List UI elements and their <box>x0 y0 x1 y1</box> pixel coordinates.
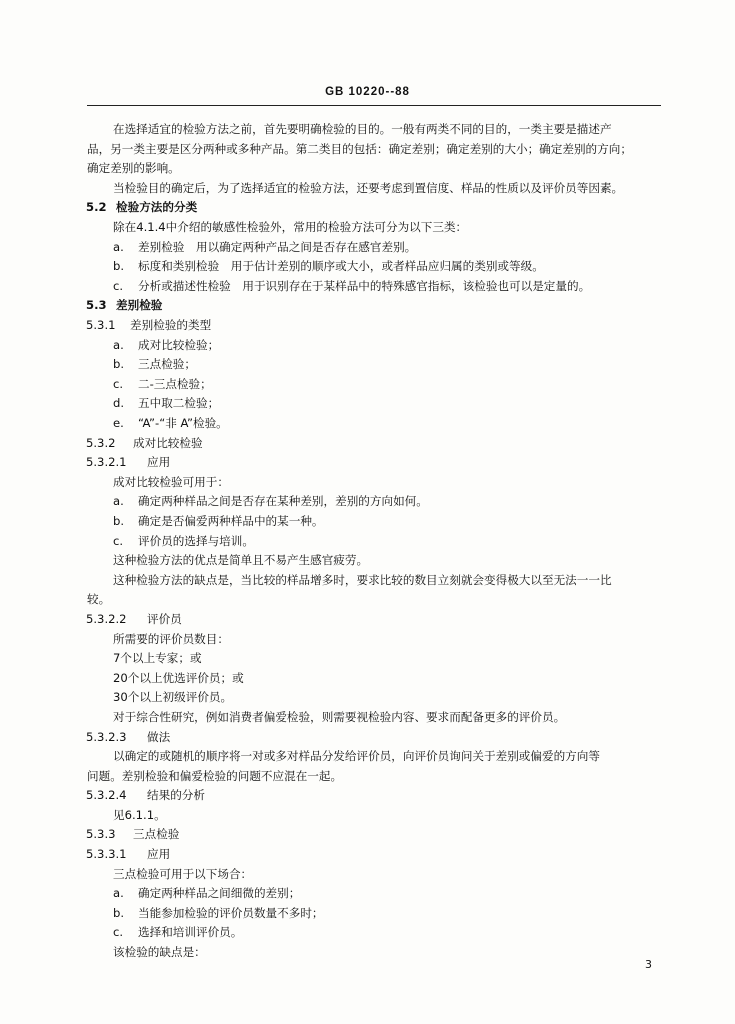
page-number: 3 <box>645 958 652 971</box>
list-marker: b. <box>113 259 125 274</box>
paragraph-line: 成对比较检验可用于： <box>113 474 229 489</box>
section-title: 做法 <box>147 729 171 744</box>
paragraph-line: 7个以上专家；或 <box>113 651 202 666</box>
paragraph-line: 当检验目的确定后，为了选择适宜的检验方法，还要考虑到置信度、样品的性质以及评价员等因素。 <box>113 180 624 195</box>
paragraph-line: 确定差别的影响。 <box>87 161 180 176</box>
list-text: 三点检验； <box>138 357 196 372</box>
section-title: 结果的分析 <box>147 788 205 803</box>
list-marker: c. <box>113 925 124 940</box>
list-marker: a. <box>113 886 124 901</box>
list-marker: a. <box>113 337 124 352</box>
list-marker: b. <box>113 357 125 372</box>
section-number: 5.3.2.4 <box>86 788 127 803</box>
list-text: 二-三点检验； <box>138 376 212 391</box>
paragraph-line: 这种检验方法的优点是简单且不易产生感官疲劳。 <box>113 553 369 568</box>
list-text: 选择和培训评价员。 <box>138 925 243 940</box>
list-text: 成对比较检验； <box>138 337 220 352</box>
list-marker: c. <box>113 278 124 293</box>
list-marker: a. <box>113 494 124 509</box>
section-number: 5.3.2 <box>86 435 116 450</box>
paragraph-line: 所需要的评价员数目： <box>113 631 229 646</box>
list-text: 确定是否偏爱两种样品中的某一种。 <box>138 513 324 528</box>
list-marker: b. <box>113 513 125 528</box>
paragraph-line: 这种检验方法的缺点是，当比较的样品增多时，要求比较的数目立刻就会变得极大以至无法一一比 <box>113 572 612 587</box>
paragraph-line: 对于综合性研究，例如消费者偏爱检验，则需要视检验内容、要求而配备更多的评价员。 <box>113 709 566 724</box>
list-text: 五中取二检验； <box>138 396 220 411</box>
list-marker: a. <box>113 239 124 254</box>
paragraph-line: 较。 <box>87 592 111 607</box>
list-text: 标度和类别检验 用于估计差别的顺序或大小，或者样品应归属的类别或等级。 <box>138 259 544 274</box>
list-marker: c. <box>113 533 124 548</box>
section-title: 成对比较检验 <box>133 435 203 450</box>
section-number: 5.3 <box>86 298 107 313</box>
paragraph-line: 20个以上优选评价员；或 <box>113 670 244 685</box>
section-number: 5.3.3.1 <box>86 847 127 861</box>
section-title: 差别检验的类型 <box>130 318 212 332</box>
list-text: 确定两种样品之间是否存在某种差别，差别的方向如何。 <box>138 494 428 509</box>
paragraph-line: 30个以上初级评价员。 <box>113 690 233 705</box>
list-text: 差别检验 用以确定两种产品之间是否存在感官差别。 <box>138 239 417 254</box>
paragraph-line: 品，另一类主要是区分两种或多种产品。第二类目的包括：确定差别；确定差别的大小；确定差别的方向； <box>87 141 632 156</box>
list-marker: e. <box>113 415 124 430</box>
paragraph-line: 三点检验可用于以下场合： <box>113 866 253 881</box>
list-text: 确定两种样品之间细微的差别； <box>138 886 301 901</box>
paragraph-line: 除在4.1.4中介绍的敏感性检验外，常用的检验方法可分为以下三类： <box>113 220 468 234</box>
section-number: 5.3.3 <box>86 827 116 842</box>
section-title: 评价员 <box>147 611 182 626</box>
paragraph-line: 见6.1.1。 <box>113 807 166 822</box>
section-title: 检验方法的分类 <box>116 200 198 215</box>
paragraph-line: 以确定的或随机的顺序将一对或多对样品分发给评价员，向评价员询问关于差别或偏爱的方向等 <box>113 749 600 763</box>
section-title: 差别检验 <box>116 298 163 313</box>
list-marker: b. <box>113 905 125 920</box>
section-number: 5.3.1 <box>86 318 116 332</box>
section-title: 应用 <box>147 455 171 470</box>
list-text: 评价员的选择与培训。 <box>138 533 254 548</box>
paragraph-line: 在选择适宜的检验方法之前，首先要明确检验的目的。一般有两类不同的目的，一类主要是描述产 <box>113 122 612 136</box>
header-rule <box>87 105 661 106</box>
section-title: 三点检验 <box>133 827 180 842</box>
section-number: 5.3.2.2 <box>86 611 127 626</box>
paragraph-line: 问题。差别检验和偏爱检验的问题不应混在一起。 <box>87 768 343 783</box>
list-text: 分析或描述性检验 用于识别存在于某样品中的特殊感官指标，该检验也可以是定量的。 <box>138 278 591 293</box>
paragraph-line: 该检验的缺点是： <box>113 945 206 959</box>
section-number: 5.2 <box>86 200 107 215</box>
section-title: 应用 <box>147 847 171 861</box>
list-text: “A”-“非 A”检验。 <box>138 415 228 430</box>
standard-header: GB 10220--88 <box>325 86 410 98</box>
list-marker: d. <box>113 396 125 411</box>
section-number: 5.3.2.3 <box>86 729 127 744</box>
list-marker: c. <box>113 376 124 391</box>
list-text: 当能参加检验的评价员数量不多时； <box>138 905 324 920</box>
section-number: 5.3.2.1 <box>86 455 127 470</box>
